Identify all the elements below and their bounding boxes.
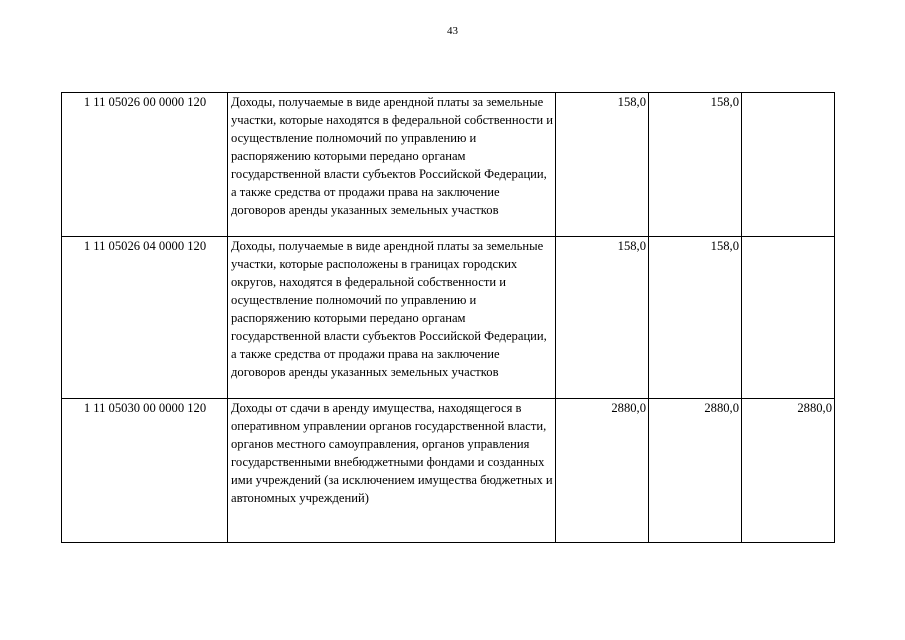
revenue-code-cell: 1 11 05026 00 0000 120: [62, 93, 228, 237]
amount-cell-col2: 158,0: [649, 237, 742, 399]
revenue-code-cell: 1 11 05026 04 0000 120: [62, 237, 228, 399]
amount-cell-col3: [742, 237, 835, 399]
amount-cell-col1: 2880,0: [556, 399, 649, 543]
amount-cell-col3: [742, 93, 835, 237]
amount-cell-col3: 2880,0: [742, 399, 835, 543]
amount-cell-col1: 158,0: [556, 93, 649, 237]
table-row: [62, 93, 835, 237]
revenue-code-cell: 1 11 05030 00 0000 120: [62, 399, 228, 543]
page-number: 43: [447, 25, 458, 37]
revenue-table: [61, 92, 835, 543]
revenue-description-cell: Доходы, получаемые в виде арендной платы за земельные участки, которые находятся в федеральной собственности и осуществление полномочий по управлению и распоряжению которыми передано органам государственной власти субъектов Российской Федерации, а также средства от продажи права на заключение договоров аренды указанных земельных участков: [228, 93, 556, 237]
revenue-description-cell: Доходы от сдачи в аренду имущества, находящегося в оперативном управлении органов государственной власти, органов местного самоуправления, органов управления государственными внебюджетными фондами и созданных ими учреждений (за исключением имущества бюджетных и автономных учреждений): [228, 399, 556, 543]
amount-cell-col1: 158,0: [556, 237, 649, 399]
table-row: [62, 237, 835, 399]
table-row: [62, 399, 835, 543]
amount-cell-col2: 158,0: [649, 93, 742, 237]
amount-cell-col2: 2880,0: [649, 399, 742, 543]
revenue-description-cell: Доходы, получаемые в виде арендной платы за земельные участки, которые расположены в границах городских округов, находятся в федеральной собственности и осуществление полномочий по управлению и распоряжению которыми передано органам государственной власти субъектов Российской Федерации, а также средства от продажи права на заключение договоров аренды указанных земельных участков: [228, 237, 556, 399]
